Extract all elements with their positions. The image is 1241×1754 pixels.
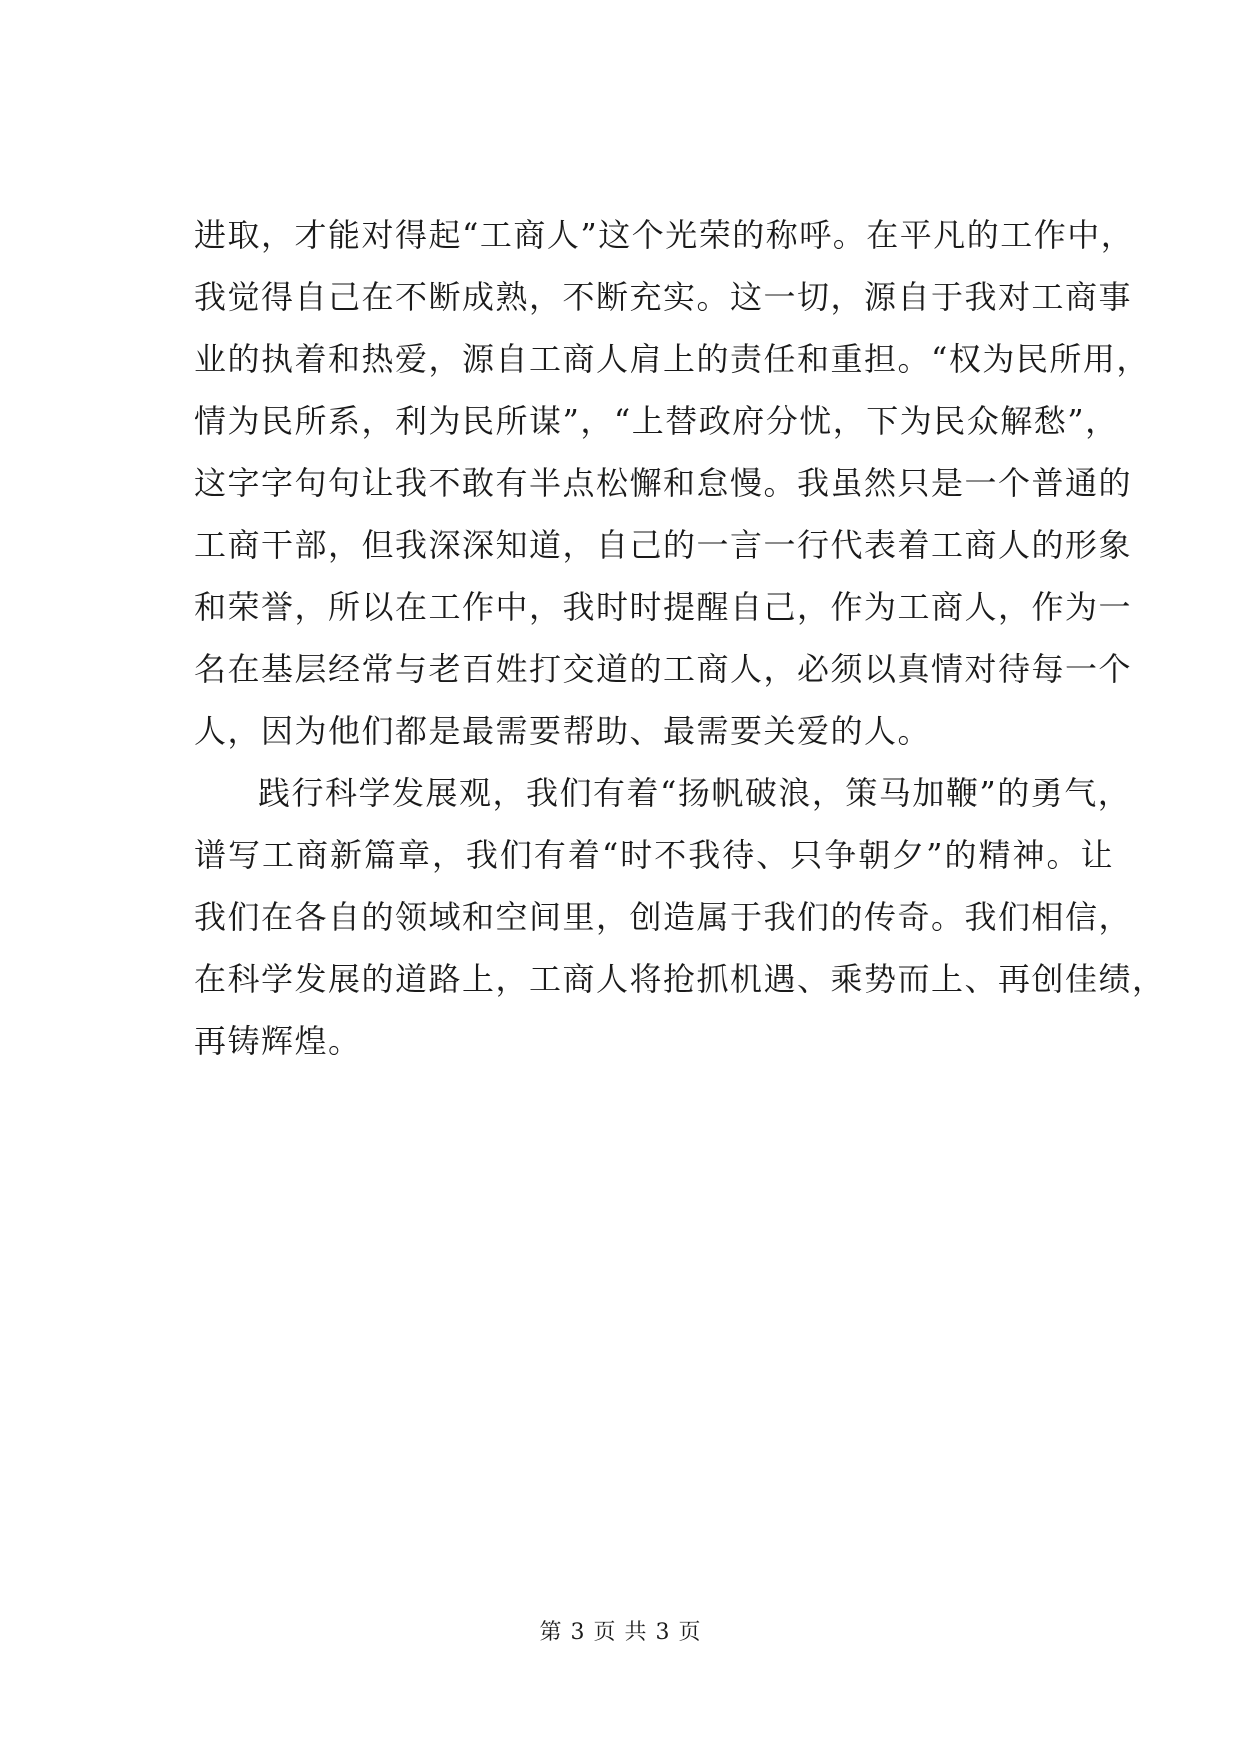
text-line: 和荣誉，所以在工作中，我时时提醒自己，作为工商人，作为一: [194, 588, 1133, 626]
text-line: 情为民所系，利为民所谋”，“上替政府分忧，下为民众解愁”，: [194, 402, 1119, 440]
text-line: 我们在各自的领域和空间里，创造属于我们的传奇。我们相信，: [194, 898, 1133, 936]
text-line: 再铸辉煌。: [194, 1022, 362, 1060]
text-line: 人，因为他们都是最需要帮助、最需要关爱的人。: [194, 712, 932, 750]
text-line: 践行科学发展观，我们有着“扬帆破浪，策马加鞭”的勇气，: [258, 774, 1132, 812]
page-number-footer: 第 3 页 共 3 页: [539, 1620, 702, 1645]
text-line: 在科学发展的道路上，工商人将抢抓机遇、乘势而上、再创佳绩，: [194, 960, 1166, 998]
document-body: [194, 204, 1166, 1072]
paragraph-1: [194, 204, 1150, 762]
text-line: 名在基层经常与老百姓打交道的工商人，必须以真情对待每一个: [194, 650, 1133, 688]
text-line: 工商干部，但我深深知道，自己的一言一行代表着工商人的形象: [194, 526, 1133, 564]
text-line: 我觉得自己在不断成熟，不断充实。这一切，源自于我对工商事: [194, 278, 1133, 316]
paragraph-2: [194, 762, 1166, 1072]
text-line: 谱写工商新篇章，我们有着“时不我待、只争朝夕”的精神。让: [194, 836, 1114, 874]
text-line: 这字字句句让我不敢有半点松懈和怠慢。我虽然只是一个普通的: [194, 464, 1133, 502]
text-line: 进取，才能对得起“工商人”这个光荣的称呼。在平凡的工作中，: [194, 216, 1135, 254]
text-line: 业的执着和热爱，源自工商人肩上的责任和重担。“权为民所用，: [194, 340, 1150, 378]
